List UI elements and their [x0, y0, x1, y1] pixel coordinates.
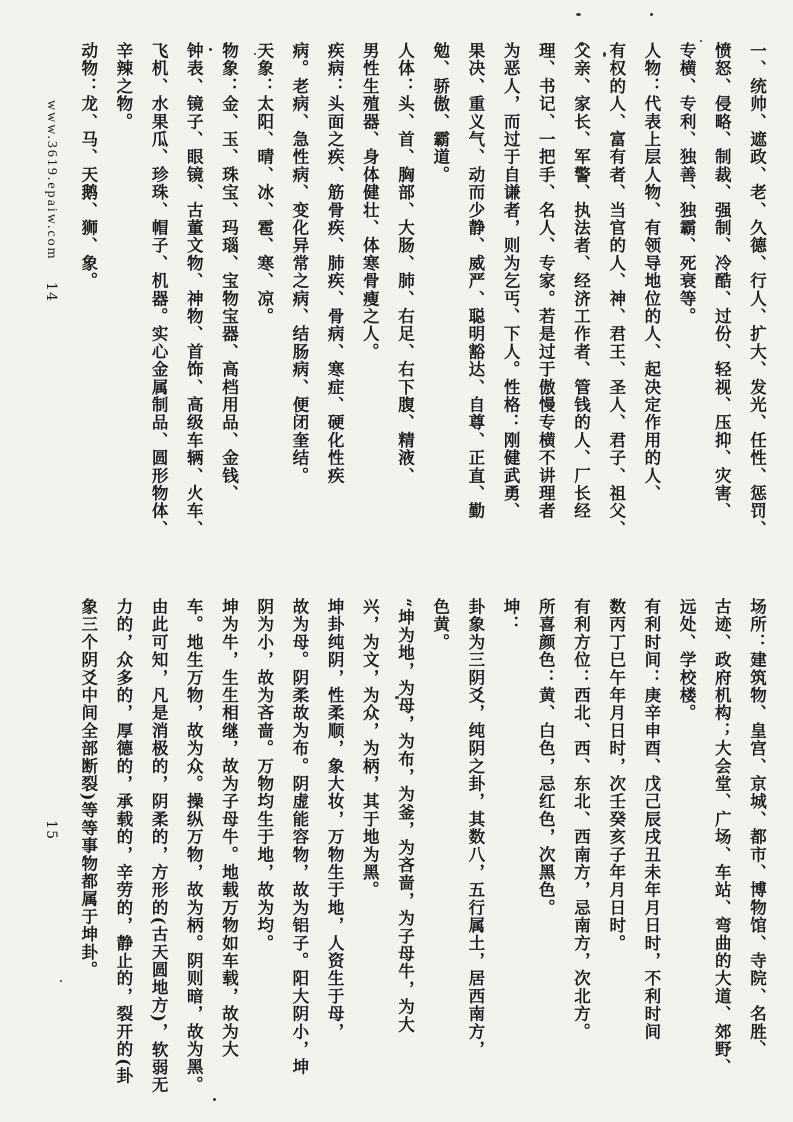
website-footer: www.3619.epaiw.com: [44, 100, 59, 261]
scan-speck: [213, 1098, 216, 1101]
page-15-text-column: 古迹、政府机构；大会堂、广场、车站、弯曲的大道、郊野、: [712, 598, 732, 1076]
page-14-text-column: 勉、骄傲、霸道。: [430, 42, 450, 184]
page-14-text-column: 辛辣之物。: [113, 42, 133, 131]
page-14-text-column: 病。老病、急性病、变化异常之病、结肠病、便闭奎结。: [289, 42, 309, 485]
page-15-text-column: 兴，为文，为众，为柄，其于地为黑。: [360, 598, 380, 899]
page-15-text-column: 坤为牛，生生相继，故为子母牛。地载万物如车载，故为大: [219, 598, 239, 1059]
page-15-text-column: 卦象为三阴爻，纯阴之卦，其数八，五行属土，居西南方，: [465, 598, 485, 1059]
page-14-text-column: 理、书记、一把手、名人、专家。若是过于傲慢专横不讲理者: [536, 42, 556, 520]
page-14-text-column: 人物：代表上层人物、有领导地位的人、起决定作用的人、: [641, 42, 661, 503]
page-15-text-column: 阴为小，故为吝啬。万物均生于地，故为均。: [254, 598, 274, 952]
scan-speck: [576, 13, 581, 16]
page-14-text-column: 愤怒、侵略、制裁、强制、冷酷、过份、轻视、压抑、灾害、: [712, 42, 732, 520]
page-15-text-column: 坤：: [501, 598, 521, 634]
page-15-text-column: “坤为地，为母，为布，为釜，为吝啬，为子母牛，为大: [395, 598, 415, 1034]
page-15-text-column: 有利方位：西北、西、东北、西南方，忌南方，次北方。: [571, 598, 591, 1041]
page-14-text-column: 动物：龙、马、天鹅、狮、象。: [78, 42, 98, 290]
page-14-text-column: 飞机、水果瓜、珍珠、帽子、机器。实心金属制品、圆形物体、: [149, 42, 169, 538]
scan-speck: [603, 52, 606, 57]
page-14-text-column: 为恶人，而过于自谦者，则为乞丐、下人。性格：刚健武勇、: [501, 42, 521, 520]
page-15-text-column: 力的，众多的，厚德的，承载的，辛劳的，静止的，裂开的(卦: [113, 598, 133, 1085]
page-15-text-column: 故为母。阴柔故为布。阴虚能容物，故为铝子。阳大阴小，坤: [289, 598, 309, 1076]
page-14-text-column: 物象：金、玉、珠宝、玛瑙、宝物宝器、高档用品、金钱、: [219, 42, 239, 503]
page-15-text-column: 所喜颜色：黄、白色，忌红色，次黑色。: [536, 598, 556, 917]
page-14-text-column: 一、统帅、遮政、老、久德、行人、扩大、发光、任性、惩罚、: [747, 42, 767, 538]
page-15-text-column: 由此可知，凡是消极的，阴柔的，方形的(古天圆地方)，软弱无: [149, 598, 169, 1094]
page-14-text-column: 天象：太阳、晴、冰、雹、寒、凉。: [254, 42, 274, 326]
page-14-text-column: 疾病：头面之疾、筋骨疾、肺疾、骨病、寒症、硬化性疾: [325, 42, 345, 485]
page-15-text-column: 车。地生万物，故为众。操纵万物，故为柄。阴则暗，故为黑。: [184, 598, 204, 1094]
scan-speck: [60, 980, 62, 982]
page-number-15: 15: [43, 820, 59, 841]
page-15-text-column: 有利时间：庚辛申酉、戊己辰戌丑未年月日时，不利时间: [641, 598, 661, 1041]
scan-speck: [209, 48, 212, 51]
page-14-text-column: 果决、重义气、动而少静、威严、聪明豁达、自尊、正直、勤: [465, 42, 485, 520]
page-14-text-column: 有权的人、富有者、当官的人、神、君王、圣人、君子、祖父、: [606, 42, 626, 538]
scan-speck: [650, 13, 653, 16]
page-15-text-column: 数丙丁巳午年月日时，次壬癸亥子年月日时。: [606, 598, 626, 952]
page-15-text-column: 象三个阴爻中间全部断裂)等等事物都属于坤卦。: [78, 598, 98, 979]
page-15-text-column: 色黄。: [430, 598, 450, 652]
page-14-text-column: 人体：头、首、胸部、大肠、肺、右足、右下腹、精液、: [395, 42, 415, 485]
page-15-text-column: 场所：建筑物、皇宫、京城、都市、博物馆、寺院、名胜、: [747, 598, 767, 1059]
page-number-14: 14: [43, 282, 59, 303]
page-14-text-column: 专横、专利、独善、独霸、死衰等。: [677, 42, 697, 326]
page-14-text-column: 父亲、家长、军警、执法者、经济工作者、管钱的人、厂长经: [571, 42, 591, 520]
page-15-text-column: 远处、学校楼。: [677, 598, 697, 722]
page-14-text-column: 钟表、镜子、眼镜、古董文物、神物、首饰、高级车辆、火车、: [184, 42, 204, 538]
scan-speck: [700, 40, 702, 42]
page-15-text-column: 坤卦纯阴，性柔顺，象大妆，万物生于地，人资生于母，: [325, 598, 345, 1041]
page-14-text-column: 男性生殖器、身体健壮、体寒骨瘦之人。: [360, 42, 380, 361]
